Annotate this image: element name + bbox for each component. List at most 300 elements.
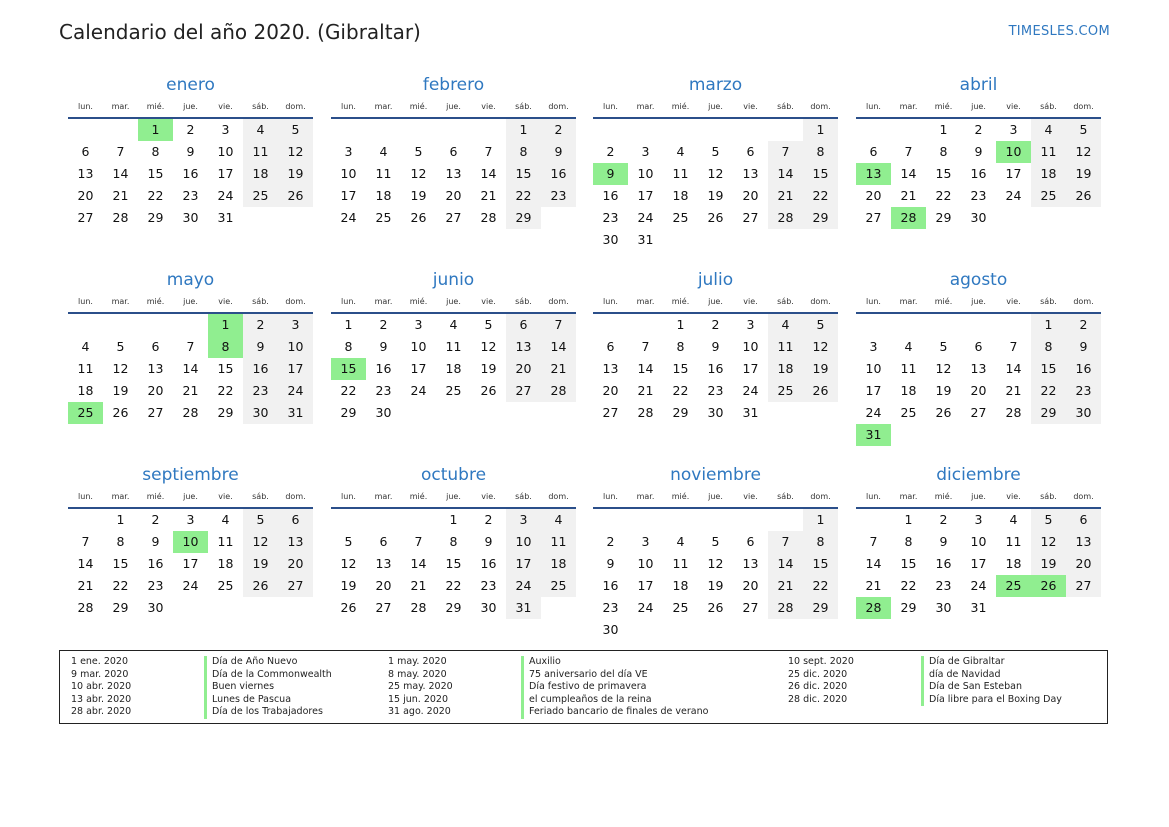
weekday-label: mar. <box>899 297 918 306</box>
day-cell: 23 <box>243 380 278 402</box>
weekday-label: mar. <box>636 102 655 111</box>
day-cell: 25 <box>445 383 462 398</box>
month-name: mayo <box>166 270 215 290</box>
day-cell: 16 <box>541 163 576 185</box>
day-cell: 21 <box>541 358 576 380</box>
day-cell: 2 <box>939 512 948 527</box>
holiday-day-cell: 9 <box>593 163 628 185</box>
weekday-label: mar. <box>111 492 130 501</box>
day-cell: 24 <box>182 578 199 593</box>
day-cell: 4 <box>676 144 685 159</box>
day-cell: 5 <box>344 534 353 549</box>
day-cell: 10 <box>742 339 759 354</box>
day-cell: 29 <box>1031 402 1066 424</box>
day-cell: 11 <box>672 166 689 181</box>
weekday-label: vie. <box>218 297 233 306</box>
day-cell: 12 <box>340 556 357 571</box>
day-cell: 21 <box>410 578 427 593</box>
weekday-header <box>331 295 576 309</box>
day-cell: 7 <box>484 144 493 159</box>
day-cell: 2 <box>606 144 615 159</box>
day-cell: 9 <box>711 339 720 354</box>
day-cell: 16 <box>970 166 987 181</box>
day-cell: 7 <box>904 144 913 159</box>
day-cell: 16 <box>602 188 619 203</box>
day-cell: 20 <box>865 188 882 203</box>
month-name: febrero <box>422 75 485 95</box>
day-cell: 2 <box>974 122 983 137</box>
day-cell: 30 <box>602 232 619 247</box>
day-cell: 13 <box>147 361 164 376</box>
day-cell: 6 <box>869 144 878 159</box>
weekday-label: mar. <box>899 492 918 501</box>
day-cell: 1 <box>1031 314 1066 336</box>
day-grid <box>593 314 838 424</box>
day-cell: 20 <box>445 188 462 203</box>
day-grid <box>331 119 576 229</box>
weekday-label: vie. <box>481 102 496 111</box>
empty-cell <box>103 119 138 141</box>
empty-cell <box>628 509 663 531</box>
day-cell: 29 <box>147 210 164 225</box>
weekday-label: jue. <box>446 297 461 306</box>
day-cell: 5 <box>939 339 948 354</box>
weekday-label: sáb. <box>515 297 532 306</box>
empty-cell <box>891 314 926 336</box>
holiday-name: Buen viernes <box>212 681 275 693</box>
month-noviembre <box>593 464 838 641</box>
month-mayo <box>68 269 313 424</box>
day-cell: 13 <box>445 166 462 181</box>
weekday-label: jue. <box>708 492 723 501</box>
day-cell: 19 <box>340 578 357 593</box>
day-cell: 20 <box>970 383 987 398</box>
holiday-row <box>788 694 1062 707</box>
day-cell: 2 <box>186 122 195 137</box>
weekday-header <box>68 100 313 114</box>
day-cell: 12 <box>707 556 724 571</box>
day-cell: 1 <box>116 512 125 527</box>
weekday-label: lun. <box>78 102 93 111</box>
day-cell: 12 <box>1031 531 1066 553</box>
day-cell: 16 <box>182 166 199 181</box>
day-cell: 9 <box>939 534 948 549</box>
month-abril <box>856 74 1101 229</box>
day-cell: 15 <box>217 361 234 376</box>
day-cell: 13 <box>742 166 759 181</box>
day-cell: 30 <box>147 600 164 615</box>
weekday-label: dom. <box>285 102 306 111</box>
day-cell: 4 <box>221 512 230 527</box>
day-cell: 5 <box>1031 509 1066 531</box>
day-cell: 9 <box>974 144 983 159</box>
day-cell: 23 <box>602 210 619 225</box>
empty-cell <box>366 509 401 531</box>
day-cell: 22 <box>445 578 462 593</box>
day-cell: 1 <box>803 119 838 141</box>
day-cell: 21 <box>77 578 94 593</box>
month-octubre <box>331 464 576 619</box>
weekday-label: jue. <box>708 102 723 111</box>
day-cell: 28 <box>410 600 427 615</box>
day-cell: 18 <box>217 556 234 571</box>
weekday-label: mié. <box>671 297 690 306</box>
day-cell: 11 <box>217 534 234 549</box>
day-cell: 25 <box>243 185 278 207</box>
day-cell: 10 <box>970 534 987 549</box>
weekday-label: lun. <box>866 297 881 306</box>
month-name: octubre <box>420 465 487 485</box>
weekday-header <box>68 295 313 309</box>
empty-cell <box>593 119 628 141</box>
day-cell: 18 <box>77 383 94 398</box>
holiday-row <box>71 694 332 707</box>
weekday-label: dom. <box>810 492 831 501</box>
day-cell: 6 <box>974 339 983 354</box>
day-cell: 6 <box>746 534 755 549</box>
day-cell: 23 <box>970 188 987 203</box>
weekday-label: lun. <box>341 297 356 306</box>
weekday-label: jue. <box>708 297 723 306</box>
day-cell: 16 <box>375 361 392 376</box>
holiday-date: 1 ene. 2020 <box>71 656 128 667</box>
day-cell: 21 <box>182 383 199 398</box>
holiday-name: Auxilio <box>529 656 561 667</box>
day-cell: 26 <box>803 380 838 402</box>
weekday-label: lun. <box>866 492 881 501</box>
day-cell: 27 <box>77 210 94 225</box>
day-cell: 23 <box>541 185 576 207</box>
weekday-label: sáb. <box>1040 102 1057 111</box>
day-cell: 16 <box>1066 358 1101 380</box>
day-cell: 3 <box>974 512 983 527</box>
day-cell: 2 <box>606 534 615 549</box>
weekday-label: vie. <box>743 297 758 306</box>
day-cell: 27 <box>970 405 987 420</box>
day-cell: 14 <box>77 556 94 571</box>
day-cell: 3 <box>221 122 230 137</box>
day-cell: 11 <box>900 361 917 376</box>
day-cell: 8 <box>803 141 838 163</box>
day-cell: 31 <box>217 210 234 225</box>
day-cell: 17 <box>865 383 882 398</box>
day-cell: 2 <box>151 512 160 527</box>
day-cell: 26 <box>278 185 313 207</box>
day-cell: 7 <box>186 339 195 354</box>
day-cell: 24 <box>1005 188 1022 203</box>
day-cell: 22 <box>803 575 838 597</box>
weekday-label: lun. <box>78 297 93 306</box>
day-cell: 26 <box>935 405 952 420</box>
day-cell: 28 <box>1005 405 1022 420</box>
day-cell: 18 <box>541 553 576 575</box>
holiday-date: 15 jun. 2020 <box>388 693 449 705</box>
empty-cell <box>366 119 401 141</box>
day-cell: 11 <box>672 556 689 571</box>
day-cell: 10 <box>410 339 427 354</box>
day-cell: 9 <box>151 534 160 549</box>
weekday-label: mié. <box>934 297 953 306</box>
day-cell: 13 <box>742 556 759 571</box>
weekday-label: lun. <box>603 297 618 306</box>
holiday-legend <box>59 650 1108 724</box>
day-cell: 5 <box>803 314 838 336</box>
weekday-label: sáb. <box>515 102 532 111</box>
day-cell: 29 <box>935 210 952 225</box>
weekday-label: jue. <box>971 102 986 111</box>
empty-cell <box>856 509 891 531</box>
holiday-date: 1 may. 2020 <box>388 656 447 667</box>
day-cell: 1 <box>803 509 838 531</box>
day-cell: 30 <box>935 600 952 615</box>
day-cell: 15 <box>112 556 129 571</box>
day-cell: 5 <box>116 339 125 354</box>
day-cell: 16 <box>147 556 164 571</box>
weekday-header <box>593 295 838 309</box>
day-cell: 30 <box>602 622 619 637</box>
day-cell: 24 <box>742 383 759 398</box>
weekday-header <box>856 100 1101 114</box>
empty-cell <box>856 119 891 141</box>
weekday-label: mar. <box>374 102 393 111</box>
holiday-name: Día de los Trabajadores <box>212 706 323 718</box>
day-cell: 28 <box>541 380 576 402</box>
day-cell: 24 <box>865 405 882 420</box>
day-cell: 12 <box>707 166 724 181</box>
day-cell: 28 <box>480 210 497 225</box>
day-cell: 14 <box>480 166 497 181</box>
holiday-marker <box>921 656 924 669</box>
day-cell: 18 <box>900 383 917 398</box>
weekday-header <box>68 490 313 504</box>
day-cell: 7 <box>116 144 125 159</box>
day-cell: 23 <box>1066 380 1101 402</box>
day-cell: 21 <box>1005 383 1022 398</box>
day-cell: 9 <box>541 141 576 163</box>
day-cell: 1 <box>904 512 913 527</box>
day-cell: 19 <box>935 383 952 398</box>
day-cell: 10 <box>637 166 654 181</box>
empty-cell <box>138 314 173 336</box>
day-cell: 12 <box>243 531 278 553</box>
day-cell: 19 <box>707 188 724 203</box>
day-grid <box>68 119 313 229</box>
weekday-header <box>593 490 838 504</box>
day-cell: 11 <box>77 361 94 376</box>
day-cell: 22 <box>217 383 234 398</box>
holiday-date: 10 abr. 2020 <box>71 681 132 693</box>
empty-cell <box>68 509 103 531</box>
day-cell: 3 <box>506 509 541 531</box>
holiday-day-cell: 13 <box>856 163 891 185</box>
empty-cell <box>961 314 996 336</box>
weekday-label: lun. <box>341 102 356 111</box>
empty-cell <box>663 509 698 531</box>
month-febrero <box>331 74 576 229</box>
day-cell: 22 <box>1031 380 1066 402</box>
weekday-label: mié. <box>409 492 428 501</box>
day-cell: 21 <box>768 185 803 207</box>
empty-cell <box>628 119 663 141</box>
day-cell: 20 <box>742 578 759 593</box>
day-cell: 6 <box>278 509 313 531</box>
holiday-marker <box>921 669 924 682</box>
day-cell: 5 <box>414 144 423 159</box>
day-cell: 6 <box>606 339 615 354</box>
empty-cell <box>331 509 366 531</box>
empty-cell <box>996 314 1031 336</box>
day-cell: 12 <box>410 166 427 181</box>
day-cell: 4 <box>1009 512 1018 527</box>
weekday-label: mié. <box>934 492 953 501</box>
day-grid <box>331 314 576 424</box>
weekday-label: vie. <box>1006 297 1021 306</box>
day-cell: 20 <box>506 358 541 380</box>
day-cell: 11 <box>243 141 278 163</box>
day-cell: 29 <box>217 405 234 420</box>
weekday-label: mar. <box>111 102 130 111</box>
holiday-day-cell: 31 <box>856 424 891 446</box>
day-cell: 7 <box>414 534 423 549</box>
day-cell: 27 <box>865 210 882 225</box>
day-cell: 26 <box>480 383 497 398</box>
weekday-label: dom. <box>1073 297 1094 306</box>
weekday-label: dom. <box>548 297 569 306</box>
month-julio <box>593 269 838 424</box>
holiday-day-cell: 28 <box>856 597 891 619</box>
day-cell: 14 <box>900 166 917 181</box>
month-septiembre <box>68 464 313 619</box>
weekday-label: sáb. <box>252 492 269 501</box>
day-cell: 3 <box>746 317 755 332</box>
weekday-header <box>856 490 1101 504</box>
day-cell: 11 <box>1031 141 1066 163</box>
holiday-marker <box>921 694 924 707</box>
day-cell: 29 <box>900 600 917 615</box>
empty-cell <box>593 314 628 336</box>
day-cell: 2 <box>484 512 493 527</box>
day-cell: 17 <box>742 361 759 376</box>
day-cell: 14 <box>541 336 576 358</box>
holiday-column-1 <box>71 656 332 719</box>
day-cell: 21 <box>865 578 882 593</box>
weekday-label: mar. <box>374 492 393 501</box>
weekday-label: mié. <box>671 102 690 111</box>
day-cell: 26 <box>1066 185 1101 207</box>
day-cell: 11 <box>375 166 392 181</box>
day-cell: 24 <box>217 188 234 203</box>
weekday-label: lun. <box>603 492 618 501</box>
day-cell: 30 <box>243 402 278 424</box>
day-cell: 2 <box>711 317 720 332</box>
day-cell: 9 <box>243 336 278 358</box>
day-cell: 2 <box>1066 314 1101 336</box>
empty-cell <box>698 119 733 141</box>
day-cell: 17 <box>278 358 313 380</box>
day-cell: 14 <box>865 556 882 571</box>
day-cell: 30 <box>480 600 497 615</box>
day-cell: 8 <box>676 339 685 354</box>
weekday-label: dom. <box>285 297 306 306</box>
holiday-row <box>71 681 332 694</box>
day-cell: 20 <box>742 188 759 203</box>
holiday-row <box>388 694 708 707</box>
day-cell: 8 <box>904 534 913 549</box>
empty-cell <box>401 119 436 141</box>
day-cell: 21 <box>112 188 129 203</box>
day-cell: 30 <box>707 405 724 420</box>
weekday-label: mar. <box>374 297 393 306</box>
day-cell: 16 <box>480 556 497 571</box>
empty-cell <box>663 119 698 141</box>
empty-cell <box>698 509 733 531</box>
day-cell: 9 <box>484 534 493 549</box>
holiday-column-3 <box>788 656 1062 706</box>
day-cell: 18 <box>375 188 392 203</box>
day-cell: 3 <box>641 144 650 159</box>
brand-link[interactable]: TIMESLES.COM <box>1008 24 1110 39</box>
holiday-name: Feriado bancario de finales de verano <box>529 706 709 718</box>
day-cell: 9 <box>186 144 195 159</box>
weekday-label: lun. <box>866 102 881 111</box>
holiday-date: 26 dic. 2020 <box>788 681 848 693</box>
day-cell: 18 <box>1031 163 1066 185</box>
day-cell: 21 <box>768 575 803 597</box>
day-cell: 26 <box>243 575 278 597</box>
day-cell: 7 <box>768 531 803 553</box>
day-cell: 1 <box>676 317 685 332</box>
day-cell: 23 <box>480 578 497 593</box>
day-cell: 4 <box>676 534 685 549</box>
month-name: enero <box>166 75 215 95</box>
day-cell: 16 <box>935 556 952 571</box>
day-cell: 22 <box>900 578 917 593</box>
day-cell: 15 <box>803 163 838 185</box>
day-cell: 19 <box>112 383 129 398</box>
day-cell: 14 <box>182 361 199 376</box>
day-cell: 12 <box>803 336 838 358</box>
day-cell: 15 <box>1031 358 1066 380</box>
holiday-name: Día de la Commonwealth <box>212 668 332 680</box>
day-cell: 22 <box>506 185 541 207</box>
day-cell: 4 <box>243 119 278 141</box>
holiday-row <box>788 669 1062 682</box>
holiday-date: 28 abr. 2020 <box>71 706 132 718</box>
day-cell: 31 <box>506 597 541 619</box>
day-cell: 3 <box>414 317 423 332</box>
day-cell: 19 <box>480 361 497 376</box>
day-cell: 7 <box>768 141 803 163</box>
day-cell: 17 <box>1005 166 1022 181</box>
day-cell: 25 <box>672 600 689 615</box>
day-cell: 5 <box>711 534 720 549</box>
holiday-marker <box>521 656 524 669</box>
holiday-day-cell: 10 <box>173 531 208 553</box>
weekday-label: jue. <box>971 492 986 501</box>
day-cell: 20 <box>278 553 313 575</box>
day-cell: 22 <box>112 578 129 593</box>
day-cell: 20 <box>147 383 164 398</box>
day-cell: 18 <box>672 578 689 593</box>
day-cell: 6 <box>449 144 458 159</box>
weekday-label: vie. <box>481 492 496 501</box>
holiday-row <box>388 656 708 669</box>
day-cell: 24 <box>278 380 313 402</box>
day-cell: 22 <box>803 185 838 207</box>
day-cell: 19 <box>707 578 724 593</box>
day-cell: 25 <box>1031 185 1066 207</box>
month-name: marzo <box>688 75 743 95</box>
